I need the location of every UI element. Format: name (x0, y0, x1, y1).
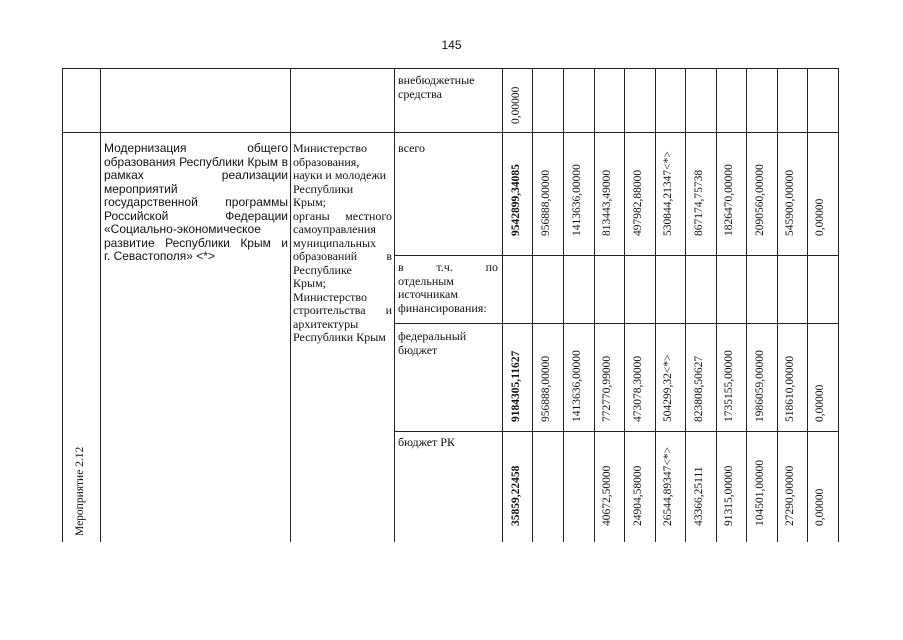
regional-value: 0,00000 (814, 488, 826, 526)
source-label-offbudget: внебюджетные средства (398, 73, 475, 101)
source-label-federal (398, 330, 498, 357)
including-line: отдельным (398, 273, 454, 288)
col-divider-7 (685, 68, 686, 542)
table-border-top (62, 68, 839, 69)
executor-line: Республики (293, 181, 354, 196)
col-divider-9 (746, 68, 747, 542)
col-divider-10 (777, 68, 778, 542)
table-border-right (838, 68, 839, 542)
federal-line: федеральный (398, 329, 467, 343)
col-divider-6 (655, 68, 656, 542)
executor-line: Министерство (293, 141, 367, 155)
regional-value: 91315,00000 (723, 465, 735, 526)
executor-line: Республики Крым (293, 330, 386, 344)
offbudget-total: 0,00000 (510, 86, 522, 124)
regional-value: 43366,25111 (693, 466, 705, 526)
description-line: рамках реализации мероприятий (104, 168, 288, 196)
regional-value: 26544,89347<*> (662, 446, 674, 526)
col-divider-8 (716, 68, 717, 542)
description-line: образования Республики Крым в (104, 154, 288, 169)
source-label-regional: бюджет РК (398, 435, 455, 449)
all-value: 956888,00000 (540, 169, 552, 236)
page-number: 145 (441, 38, 462, 52)
federal-total-value: 9184305,11627 (510, 350, 522, 422)
all-value: 0,00000 (814, 198, 826, 236)
table-border-left (62, 68, 63, 542)
col-divider-executor (290, 68, 291, 542)
source-label-all: всего (398, 141, 426, 155)
regional-value: 40672,50000 (601, 465, 613, 526)
federal-value: 1735155,00000 (723, 350, 735, 422)
executor-line: образования, (293, 154, 360, 169)
regional-total-value: 35859,22458 (510, 465, 522, 526)
executor-line: архитектуры (293, 316, 359, 331)
all-value: 545900,00000 (784, 169, 796, 236)
description-line: Модернизация общего (104, 141, 288, 155)
all-value: 1826470,00000 (723, 164, 735, 236)
executor-line: органы местного (293, 208, 392, 223)
executor-line: Министерство (293, 289, 367, 304)
col-divider-4 (594, 68, 595, 542)
executor-line: строительства и (293, 303, 392, 317)
all-value: 1413636,00000 (571, 164, 583, 236)
col-divider-11 (807, 68, 808, 542)
regional-value: 24904,58000 (632, 465, 644, 526)
description-line: Российской Федерации (104, 208, 288, 223)
measure-description (104, 142, 288, 264)
executor-line: Республике (293, 262, 352, 277)
row-divider-block (62, 132, 839, 133)
including-line: источникам (398, 287, 458, 301)
federal-value: 956888,00000 (540, 355, 552, 422)
federal-value: 518610,00000 (784, 355, 796, 422)
all-value: 867174,75738 (693, 169, 705, 236)
federal-value: 823808,50627 (693, 355, 705, 422)
executor-line: самоуправления (293, 222, 376, 236)
all-value: 813443,49000 (601, 169, 613, 236)
col-divider-2 (532, 68, 533, 542)
description-line: «Социально-экономическое (104, 222, 261, 236)
row-divider-federal (394, 431, 839, 432)
including-line: финансирования: (398, 300, 487, 315)
federal-value: 1986059,00000 (754, 350, 766, 422)
all-value: 530844,21347<*> (662, 151, 674, 236)
federal-value: 0,00000 (814, 384, 826, 422)
executor-line: муниципальных (293, 235, 377, 250)
executor-line: Крым; (293, 195, 326, 209)
col-divider-description (100, 68, 101, 542)
executor-line: Крым; (293, 276, 326, 290)
row-divider-including (394, 323, 839, 324)
executor-line: образований в (293, 249, 392, 263)
federal-value: 504299,32<*> (662, 354, 674, 422)
all-value: 2090560,00000 (754, 164, 766, 236)
regional-value: 104501,00000 (754, 459, 766, 526)
including-line: в т.ч. по (398, 260, 498, 274)
description-line: развитие Республики Крым и (104, 235, 288, 250)
measure-label: Мероприятие 2.12 (74, 446, 86, 536)
col-divider-3 (563, 68, 564, 542)
all-value: 497982,88000 (632, 169, 644, 236)
col-divider-source (394, 68, 395, 542)
federal-value: 473078,30000 (632, 355, 644, 422)
federal-value: 1413636,00000 (571, 350, 583, 422)
description-line: г. Севастополя» <*> (104, 249, 215, 263)
federal-value: 772770,99000 (601, 355, 613, 422)
col-divider-total (502, 68, 503, 542)
description-line: государственной программы (104, 195, 288, 209)
col-divider-5 (624, 68, 625, 542)
regional-value: 27290,00000 (784, 465, 796, 526)
measure-executor (293, 142, 392, 345)
federal-line: бюджет (398, 342, 438, 357)
executor-line: науки и молодежи (293, 168, 387, 182)
row-divider-all (394, 255, 839, 256)
all-total-value: 9542899,34085 (510, 164, 522, 236)
source-label-including (398, 261, 498, 315)
